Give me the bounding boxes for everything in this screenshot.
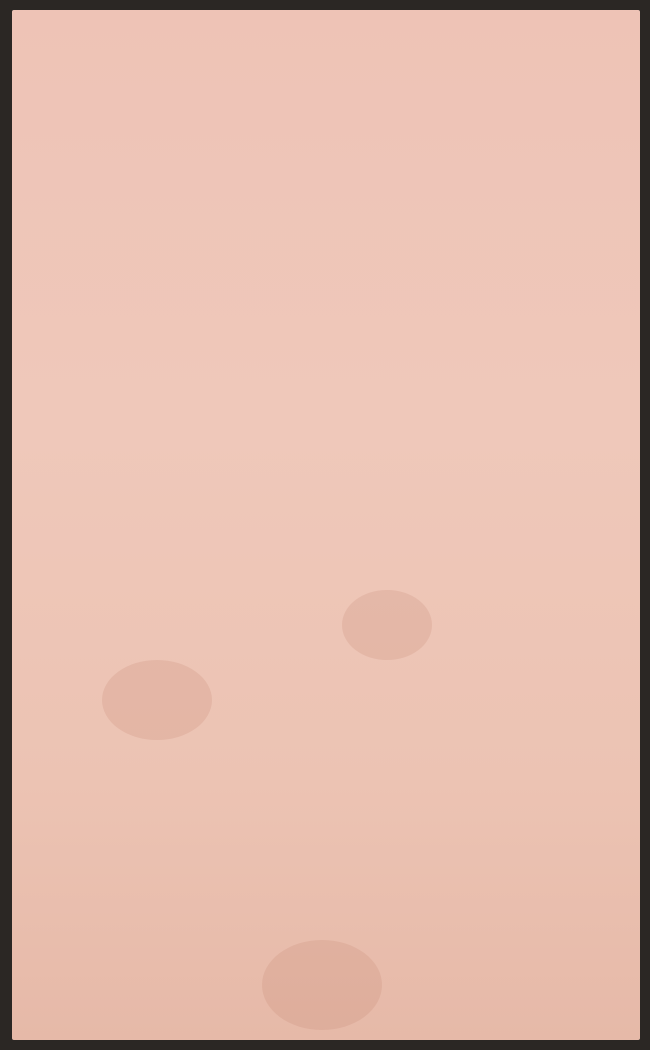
- paper-stain: [102, 660, 212, 740]
- paper-stain: [262, 940, 382, 1030]
- paper-stain: [342, 590, 432, 660]
- book-page: [12, 10, 640, 1040]
